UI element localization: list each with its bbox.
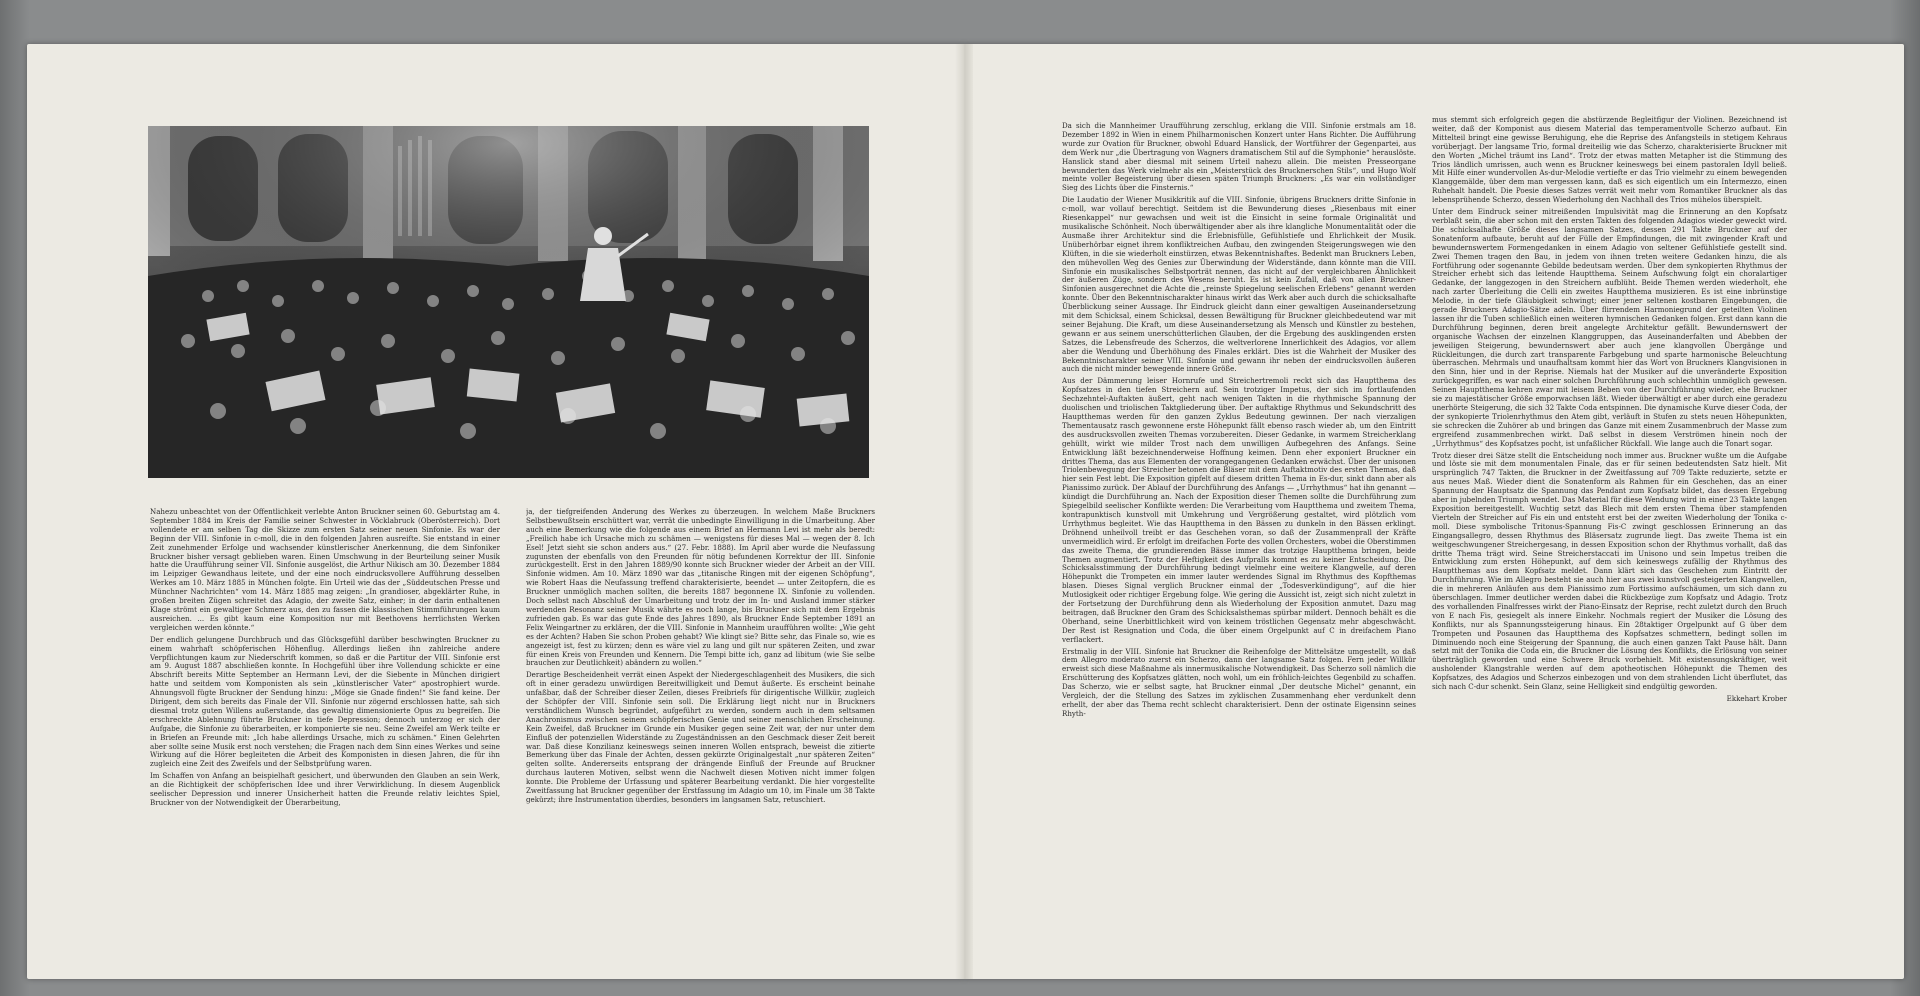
paragraph: Erstmalig in der VIII. Sinfonie hat Bruckner die Reihenfolge der Mittelsätze umgestellt, so daß dem Allegro moderato zuerst ein Scherzo, dann der langsame Satz folgen. Fern jeder Willkür erweist sich diese Maßnahme als innermusikalische Notwendigkeit. Das Scherzo soll nämlich die Erschütterung des Kopfsatzes glätten, noch wohl, um ein fröhlich-leichtes Gegenbild zu schaffen. Das Scherzo, wie er selbst sagte, hat Bruckner einmal „Der deutsche Michel“ genannt, ein Vergleich, der die Stellung des Satzes im zyklischen Zusammenhang eher verdunkelt denn erhellt, der aber das Thema recht schlecht charakterisiert. Denn der ostinate Eigensinn seines Rhyth-: [1062, 646, 1416, 718]
text-column-1: [150, 508, 500, 900]
paragraph: Trotz dieser drei Sätze stellt die Entscheidung noch immer aus. Bruckner wußte um die Aufgabe und löste sie mit dem monumentalen Finale, das er für seinen bedeutendsten Satz hielt. Mit ursprünglich 747 Takten, die Bruckner in der Zweitfassung auf 709 Takte reduzierte, setzte er aus neues Maß. Wieder dient die Sonatenform als Rahmen für ein Geschehen, das an einer Spannung der Hauptsatz die Spannung das Pendant zum Kopfsatz bildet, das dessen Ergebung aber in jubelnden Triumph wendet. Das Material für diese Wendung wird in einer 23 Takte langen Exposition bereitgestellt. Wuchtig setzt das Blech mit dem ersten Thema über stampfenden Vierteln der Streicher auf Fis ein und entsteht erst bei der zweiten Wiederholung der Tonika c-moll. Diese symbolische Tritonus-Spannung Fis-C zwingt geschlossen Erinnerung an das Eingangsallegro, dessen Rhythmus des Bläsersatz zugrunde liegt. Das zweite Thema ist ein weitgeschwungener Streichergesang, in dessen Exposition schon der Rhythmus vorhallt, daß das dritte Thema trägt wird. Seine Streicherstaccati im Unisono und sein Impetus treiben die Entwicklung zum ersten Höhepunkt, auf dem sich keineswegs zufällig der Rhythmus des Hauptthemas aus dem Kopfsatz meldet. Dann klärt sich das Geschehen zum Eintritt der Durchführung. Wie im Allegro besteht sie auch hier aus zwei kunstvoll gesteigerten Klangwellen, die in mehreren Anläufen aus dem Pianissimo zum Fortissimo aufschäumen, um sich dann zu überschlagen. Immer deutlicher werden dabei die Rückbezüge zum Kopfsatz und Adagio. Trotz des vorhallenden Finalfresses wirkt der Piano-Einsatz der Reprise, recht zuletzt durch den Bruch von E nach Fis, gesiegelt als innere Einkehr. Nochmals regiert der Musiker die Lösung des Konflikts, nur als Spannungssteigerung hinaus. Ein 28taktiger Orgelpunkt auf G über dem Trompeten und Posaunen das Hauptthema des Kopfsatzes schmettern, bedingt sollen im Diminuendo noch eine Steigerung der Spannung, die auch einen ganzen Takt Pause hält. Dann setzt mit der Tonika die Coda ein, die Bruckner die Lösung des Konflikts, die Erlösung von seiner überträglich geworden und eine Schwere Bruck vorbehielt. Mit existensungskräftiger, weit ausholender Klangstrahle werden auf dem apotheotischen Höhepunkt die Themen des Kopfsatzes, des Adagios und Scherzos einbezogen und von dem strahlenden Licht überflutet, das sich nach C-dur schenkt. Sein Glanz, seine Helligkeit sind endgültig geworden.: [1432, 450, 1787, 692]
paragraph: ja, der tiefgreifenden Änderung des Werkes zu überzeugen. In welchem Maße Bruckners Selbstbewußtsein erschüttert war, verrät die unbedingte Einwilligung in die Umarbeitung. Aber auch eine Bemerkung wie die folgende aus einem Brief an Hermann Levi ist mehr als beredt: „Freilich habe ich Ursache mich zu schämen — wenigstens für dieses Mal — wegen der 8. Ich Esel! Jetzt sieht sie schon anders aus.“ (27. Febr. 1888). Im April aber wurde die Neufassung zugunsten der ebenfalls von den Freunden für nötig befundenen Korrektur der III. Sinfonie zurückgestellt. Erst in den Jahren 1889/90 konnte sich Bruckner wieder der Arbeit an der VIII. Sinfonie widmen. Am 10. März 1890 war das „titanische Ringen mit der eigenen Schöpfung“, wie Robert Haas die Neufassung treffend charakterisierte, beendet — unter Zeitopfern, die es Bruckner unmöglich machen sollten, die bereits 1887 begonnene IX. Sinfonie zu vollenden. Doch selbst nach Abschluß der Umarbeitung und trotz der im In- und Ausland immer stärker werdenden Resonanz seiner Musik währte es noch lange, bis Bruckner sich mit dem Ergebnis zufrieden gab. Es war das gute Ende des Jahres 1890, als Bruckner Ende September 1891 an Felix Weingartner zu erklären, der die VIII. Sinfonie in Mannheim uraufführen wollte: „Wie geht es der Achten? Haben Sie schon Proben gehabt? Wie klingt sie? Bitte sehr, das Finale so, wie es angezeigt ist, fest zu kürzen; denn es wäre viel zu lang und gilt nur späteren Zeiten, und zwar für einen Kreis von Freunden und Kennern. Die Tempi bitte ich, ganz ad libitum (wie Sie selbe brauchen zur Deutlichkeit) abändern zu wollen.“: [526, 508, 875, 668]
orchestra-photo-image: [148, 126, 869, 478]
paragraph: Derartige Bescheidenheit verrät einen Aspekt der Niedergeschlagenheit des Musikers, die sich oft in einer geradezu unwürdigen Bereitwilligkeit und Demut äußerte. Es erscheint beinahe unfaßbar, daß der Schreiber dieser Zeilen, dieses Freibriefs für dirigentische Willkür, zugleich der Schöpfer der VIII. Sinfonie sein soll. Die Erklärung liegt nicht nur in Bruckners verständlichem Wunsch begründet, aufgeführt zu werden, sondern auch in dem seltsamen Anachronismus zwischen seinem schöpferischen Genie und seiner menschlichen Erscheinung. Kein Zweifel, daß Bruckner im Grunde ein Musiker gegen seine Zeit war, der nur unter dem Einfluß der potenziellen Widerstände zu Zugeständnissen an den Geschmack dieser Zeit bereit war. Daß diese Konzilianz keineswegs seinen inneren Wollen entsprach, beweist die zitierte Bemerkung über das Finale der Achten, dessen gekürzte Originalgestalt „nur späteren Zeiten“ gelten sollte. Andererseits entsprang der drängende Einfluß der Freunde auf Bruckner durchaus lauteren Motiven, selbst wenn die Nachwelt diesen Motiven nicht immer folgen konnte. Die Probleme der Urfassung und späterer Bearbeitung verdankt. Die hier vorgestellte Zweitfassung hat Bruckner gegenüber der Erstfassung im Adagio um 10, im Finale um 38 Takte gekürzt; ihre Instrumentation überdies, besonders im langsamen Satz, retuschiert.: [526, 670, 875, 804]
paragraph: Nahezu unbeachtet von der Öffentlichkeit verlebte Anton Bruckner seinen 60. Geburtstag am 4. September 1884 im Kreis der Familie seiner Schwester in Vöcklabruck (Oberösterreich). Dort vollendete er am selben Tag die Skizze zum ersten Satz seiner neuen Sinfonie. Es war der Beginn der VIII. Sinfonie in c-moll, die in den folgenden Jahren ausreifte. Sie entstand in einer Zeit zunehmender Erfolge und wachsender künstlerischer Anerkennung, die dem Sinfoniker Bruckner bisher versagt geblieben waren. Einen Umschwung in der Beurteilung seiner Musik hatte die Uraufführung seiner VII. Sinfonie ausgelöst, die Arthur Nikisch am 30. Dezember 1884 im Leipziger Gewandhaus leitete, und der eine noch eindrucksvollere Aufführung desselben Werkes am 10. März 1885 in München folgte. Ein Urteil wie das der „Süddeutschen Presse und Münchner Nachrichten“ vom 14. März 1885 mag zeigen: „In grandioser, abgeklärter Ruhe, in großen breiten Zügen schreitet das Adagio, der zweite Satz, einher; in der darin enthaltenen Klage strömt ein gewaltiger Schmerz aus, den zu fassen die klassischen Stimmführungen kaum ausreichen. ... Es gibt kaum eine Komposition nur mit Beethovens herrlichsten Werken vergleichen werden könnte.“: [150, 508, 500, 632]
paragraph: Der endlich gelungene Durchbruch und das Glücksgefühl darüber beschwingten Bruckner zu einem wahrhaft schöpferischen Höhenflug. Allerdings ließen ihn zahlreiche andere Verpflichtungen kaum zur Niederschrift kommen, so daß er die Partitur der VIII. Sinfonie erst am 9. August 1887 abschließen konnte. In Hochgefühl über ihre Vollendung schickte er eine Abschrift bereits Mitte September an Hermann Levi, der die Siebente in München dirigiert hatte und seitdem vom Komponisten als sein „künstlerischer Vater“ apostrophiert wurde. Ahnungsvoll fügte Bruckner der Sendung hinzu: „Möge sie Gnade finden!“ Sie fand keine. Der Dirigent, dem sich bereits das Finale der VII. Sinfonie nur zögernd erschlossen hatte, sah sich diesmal trotz guten Willens außerstande, das gewaltig dimensionierte Opus zu begreifen. Die erschreckte Ablehnung führte Bruckner in tiefe Depression; dennoch unterzog er sich der Aufgabe, die Sinfonie zu überarbeiten, er komponierte sie neu. Seine Zweifel am Werk teilte er in Briefen an Freunde mit: „Ich habe allerdings Ursache, mich zu schämen.“ Einen Gelehrten aber sollte seine Musik erst noch verstehen; die Fragen nach dem Sinn eines Werkes und seine Wirkung auf die Hörer begleiteten die Arbeit des Komponisten in diesen Jahren, die für ihn zugleich eine Zeit des Zweifels und der Selbstprüfung waren.: [150, 634, 500, 769]
paragraph: Die Laudatio der Wiener Musikkritik auf die VIII. Sinfonie, übrigens Bruckners dritte Sinfonie in c-moll, war vollauf berechtigt. Seitdem ist die Bewunderung dieses „Riesenbaus mit einer Riesenkappel“ nur gewachsen und weit ist die Einsicht in seine formale Originalität und musikalische Schönheit. Noch überwältigender aber als ihre klangliche Monumentalität oder die Ausmaße ihrer Architektur sind die Erlebnisfülle, Gefühlstiefe und Ehrlichkeit der Musik. Unüberhörbar eignet ihrem konfliktreichen Aufbau, den zwingenden Steigerungswegen wie den Klüften, in die sie wiederholt einstürzen, etwas Bekenntnishaftes. Bedenkt man Bruckners Leben, den mühevollen Weg des Genies zur Überwindung der Widerstände, dann könnte man die VIII. Sinfonie ein musikalisches Selbstporträt nennen, das nicht auf der vergleichbaren Ähnlichkeit der äußeren Züge, sondern des Wesens beruht. Es ist kein Zufall, daß von allen Bruckner-Sinfonien ausgerechnet die Achte die „reinste Spiegelung seelischen Erlebens“ genannt werden konnte. Über den Bekenntnischarakter hinaus wirkt das Werk aber auch durch die schicksalhafte Überblickung seiner Aussage. Ihr Eindruck gleicht dann einer gewaltigen Auseinandersetzung mit dem Schicksal, einem Schicksal, dessen Bewältigung für Bruckner gleichbedeutend war mit seiner Bejahung. Die Kraft, um diese Auseinandersetzung als Mensch und Künstler zu bestehen, gewann er aus seinem unerschütterlichen Glauben, der die Ergebung des ausklingenden ersten Satzes, die Lebensfreude des Scherzos, die weltverlorene Innerlichkeit des Adagios, vor allem aber die Wendung und Überhöhung des Finales erklärt. Dies ist die Wahrheit der Musiker des Bekenntnischarakter seiner VIII. Sinfonie und gewann ihr neben der eindrucksvollen äußeren auch die nicht minder bewegende innere Größe.: [1062, 195, 1416, 374]
paragraph: Da sich die Mannheimer Uraufführung zerschlug, erklang die VIII. Sinfonie erstmals am 18. Dezember 1892 in Wien in einem Philharmonischen Konzert unter Hans Richter. Die Aufführung wurde zur Ovation für Bruckner, obwohl Eduard Hanslick, der Wortführer der Gegenpartei, aus dem Werk nur „die Übertragung von Wagners dramatischem Stil auf die Symphonie“ herauslöste. Hanslick stand aber diesmal mit seinem Urteil nahezu allein. Die meisten Presseorgane bewunderten das Werk vielmehr als ein „Meisterstück des Brucknerschen Stils“, und Hugo Wolf meinte voller Begeisterung über diesen späten Triumph Bruckners: „Es war ein vollständiger Sieg des Lichts über die Finsternis.“: [1062, 122, 1416, 193]
gatefold-spine: [955, 44, 973, 979]
text-column-4: [1432, 116, 1787, 908]
paragraph: Im Schaffen von Anfang an beispielhaft gesichert, und überwunden den Glauben an sein Werk, an die Richtigkeit der schöpferischen Idee und ihrer Verwirklichung. In diesem Augenblick seelischer Depression und innerer Unsicherheit hatten die Freunde relativ leichtes Spiel, Bruckner von der Notwendigkeit der Überarbeitung,: [150, 771, 500, 807]
paragraph: mus stemmt sich erfolgreich gegen die abstürzende Begleitfigur der Violinen. Bezeichnend ist weiter, daß der Komponist aus diesem Material das temperamentvolle Scherzo aufbaut. Ein Mittelteil bringt eine gewisse Beruhigung, ehe die Reprise des Anfangsteils in stetigem Kehraus vorüberjagt. Der langsame Trio, formal dreiteilig wie das Scherzo, charakterisierte Bruckner mit den Worten „Michel träumt ins Land“. Trotz der etwas matten Metapher ist die Stimmung des Trios ländlich umrissen, auch wenn es Bruckner keineswegs bei einem pastoralen Idyll beließ. Mit Hilfe einer wundervollen As-dur-Melodie vertiefte er das Trio vielmehr zu einem bewegenden Klanggemälde, über dem man vergessen kann, daß es sich eigentlich um ein Intermezzo, einen Ruhehalt handelt. Die Poesie dieses Satzes verrät weit mehr vom Romantiker Bruckner als das lebensprühende Scherzo, dessen Wiederholung den Nachhall des Trios mühelos überspielt.: [1432, 116, 1787, 205]
orchestra-photo: [148, 126, 869, 478]
paragraph: Aus der Dämmerung leiser Hornrufe und Streichertremoli reckt sich das Hauptthema des Kopfsatzes in den tiefen Streichern auf. Sein trotziger Impetus, der sich im fortlaufenden Sechzehntel-Auftakten äußert, geht nach wenigen Takten in die rhythmische Spannung der duolischen und triolischen Taktgliederung über. Der auftaktige Rhythmus und Sekundschritt des Hauptthemas werden für den ganzen Zyklus Bedeutung gewinnen. Der nach vierzaligen Thementausatz rasch gewonnene erste Höhepunkt fällt ebenso rasch wieder ab, um den Eintritt des ausdrucksvollen zweiten Themas vorzubereiten. Dieser Gedanke, in warmem Streicherklang gehüllt, wirkt wie milder Trost nach dem unwilligen Aufbegehren des Anfangs. Seine Entwicklung läßt bezeichnenderweise Hoffnung keimen. Denn eher exponiert Bruckner ein drittes Thema, das aus Elementen der vorangegangenen Gedanken erwächst. Über der unisonen Triolenbewegung der Streicher betonen die Bläser mit dem Auftaktmotiv des ersten Themas, daß hier sein Fest lebt. Die Exposition gipfelt auf diesem dritten Thema in Es-dur, sinkt dann aber als Pianissimo zurück. Der Ablauf der Durchführung des Anfangs — „Urrhythmus“ hat ihn genannt — kündigt die Durchführung an. Nach der Exposition dieser Themen sollte die Durchführung zum Spiegelbild seelischer Konflikte werden: Die Verarbeitung vom Hauptthema und zweitem Thema, kontrapunktisch kunstvoll mit Umkehrung und Vergrößerung gestaltet, wird plötzlich vom Urrhythmus begleitet. Wie das Hauptthema in den Bässen zu dunkeln in den Bässen erklingt. Dröhnend unheilvoll treibt er das Geschehen voran, so daß der Zusammenprall der Kräfte unvermeidlich wird. Er erfolgt im dreifachen Forte des vollen Orchesters, wobei die Oberstimmen das zweite Thema, die grundierenden Bässe immer das trotzige Hauptthema bringen, beide Themen augmentiert. Trotz der Heftigkeit des Aufpralls kommt es zu keiner Entscheidung. Die Schicksalsstimmung der Durchführung bedingt vielmehr eine weitere Klangwelle, auf deren Höhepunkt die Trompeten ein immer lauter werdendes Signal im Rhythmus des Kopfthemas blasen. Dieses Signal verglich Bruckner einmal der „Todesverkündigung“, auf die hier Mutlosigkeit oder richtiger Ergebung folge. Wie gering die Aussicht ist, zeigt sich nicht zuletzt in der Fortsetzung der Durchführung denn als Wiederholung der Exposition anmutet. Dazu mag beitragen, daß Bruckner den Gram des Schicksalsthemas spürbar mildert. Dennoch behält es die Oberhand, seine Unerbittlichkeit wird von keinem tröstlichen Gegensatz mehr abgeschwächt. Der Rest ist Resignation und Coda, die über einem Orgelpunkt auf C in dreifachem Piano verflackert.: [1062, 376, 1416, 644]
text-column-2: [526, 508, 875, 900]
author-signature: Ekkehart Krober: [1726, 694, 1787, 703]
paragraph: Unter dem Eindruck seiner mitreißenden Impulsivität mag die Erinnerung an den Kopfsatz verblaßt sein, die aber schon mit den ersten Takten des folgenden Adagios wieder geweckt wird. Die schicksalhafte Größe dieses langsamen Satzes, dessen 291 Takte Bruckner auf der Sonatenform aufbaute, beruht auf der Fülle der Empfindungen, die mit zwingender Kraft und bewundernswertem Formengedanken in einem Adagio von seltener Gefühlstiefe gestellt sind. Zwei Themen tragen den Bau, in jedem von ihnen treten weitere Gedanken hinzu, die als Fortführung oder sogenannte Gebilde bedeutsam werden. Über dem synkopierten Rhythmus der Streicher erhebt sich das leitende Hauptthema. Seinem Aufschwung folgt ein choralartiger Gedanke, der langgezogen in den Streichern aufblüht. Beide Themen werden wiederholt, ehe nach zarter Überleitung die Celli ein zweites Hauptthema musizieren. Es ist eine inbrünstige Melodie, in der tiefe Gläubigkeit schwingt; einer jener seltenen kostbaren Eingebungen, die gerade Bruckners Adagio-Sätze adeln. Über flirrendem Harmoniegrund der geteilten Violinen lassen ihr die Tuben schließlich einen weiteren hymnischen Gedanken folgen. Erst dann kann die Durchführung beginnen, deren breit angelegte Architektur gefällt. Bewundernswert der organische Wachsen der einzelnen Klanggruppen, das Auseinanderfalten und Abebben der jeweiligen Steigerung, bewundernswert aber auch jene klangvollen Übergänge und Rückleitungen, die durch zart transparente Farbgebung und sparte harmonische Beleuchtung überraschen. Mehrmals und unaufhaltsam kommt hier das Wort von Bruckners Klangvisionen in den Sinn, hier und in der Reprise. Niemals hat der Musiker auf die unveränderte Exposition zurückgegriffen, es war nach einer solchen Durchführung auch schlechthin unmöglich gewesen. Seinen Hauptthema kehren zwar mit leisem Beben von der Durchführung wieder, ehe Bruckner sie zu majestätischer Größe emporwachsen läßt. Wieder überwältigt er aber durch eine geradezu unerhörte Steigerung, die sich 32 Takte Coda entspinnen. Die dynamische Kurve dieser Coda, der der synkopierte Triolenrhythmus den Atem gibt, verläuft in Stufen zu stets neuen Höhepunkten, sie schrecken die Zuhörer ab und bringen das Ganze mit einem Zusammenbruch der Masse zum ergreifend zusammenbrechen wirkt. Daß selbst in diesem Verströmen hinein noch der „Urrhythmus“ des Kopfsatzes pocht, ist unfaßlicher Rückfall. Wie lange auch die Tonart sogar.: [1432, 207, 1787, 448]
text-column-3: [1062, 122, 1416, 908]
